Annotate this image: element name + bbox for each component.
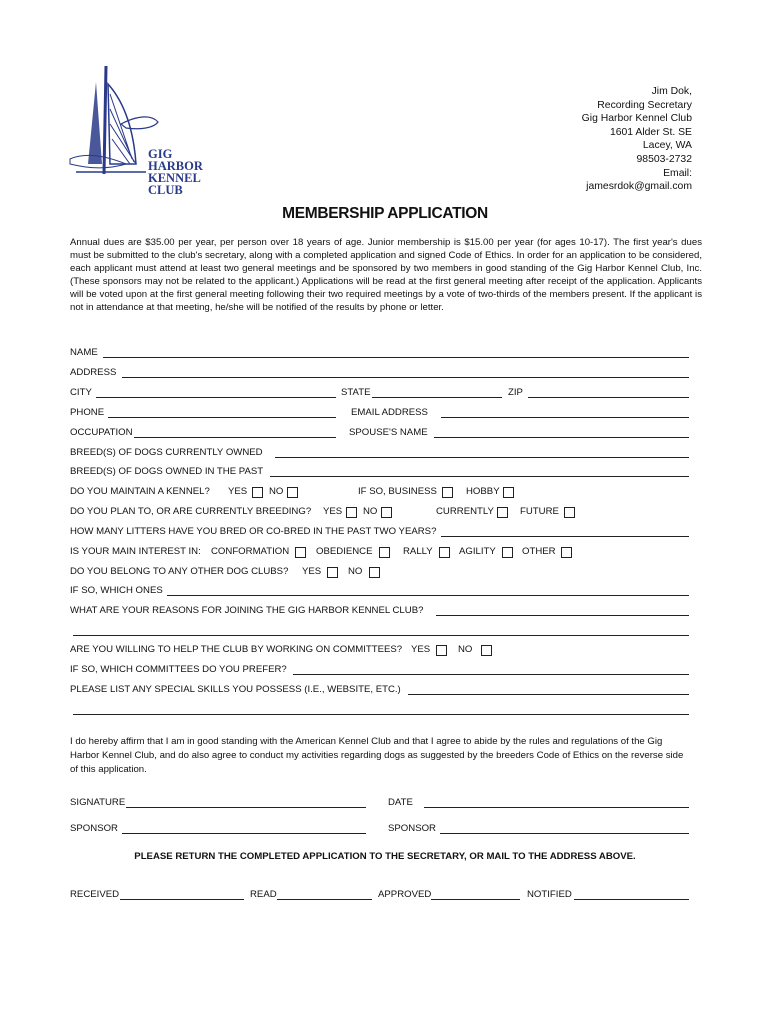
business-label: IF SO, BUSINESS xyxy=(358,486,437,497)
agility-label: AGILITY xyxy=(459,546,496,557)
logo-text-line2: HARBOR xyxy=(148,159,203,173)
address-line: Jim Dok, xyxy=(651,86,692,97)
address-line: Email: xyxy=(663,167,692,179)
agility-checkbox[interactable] xyxy=(502,547,513,558)
clubs-no-label: NO xyxy=(348,566,363,577)
city-label: CITY xyxy=(70,387,92,398)
breeds-owned-row xyxy=(70,446,690,460)
clubs-no-checkbox[interactable] xyxy=(369,567,380,578)
clubs-yes-checkbox[interactable] xyxy=(327,567,338,578)
skills-question: PLEASE LIST ANY SPECIAL SKILLS YOU POSSESS (I.E., WEBSITE, ETC.) xyxy=(70,684,401,695)
club-logo xyxy=(66,64,231,197)
read-label: READ xyxy=(250,889,277,900)
sponsor1-label: SPONSOR xyxy=(70,823,118,834)
approved-input[interactable] xyxy=(431,888,520,900)
address-line: 98503-2732 xyxy=(636,153,692,165)
currently-label: CURRENTLY xyxy=(436,506,494,517)
committees-no-checkbox[interactable] xyxy=(481,645,492,656)
breeding-no-label: NO xyxy=(363,506,378,517)
page-title: MEMBERSHIP APPLICATION xyxy=(282,205,488,222)
kennel-question: DO YOU MAINTAIN A KENNEL? xyxy=(70,486,210,497)
office-use-row xyxy=(70,888,690,902)
breeding-question: DO YOU PLAN TO, OR ARE CURRENTLY BREEDING? xyxy=(70,506,312,517)
committees-row xyxy=(70,643,690,657)
signature-input[interactable] xyxy=(126,796,366,808)
intro-paragraph: Annual dues are $35.00 per year, per person over 18 years of age. Junior membership is $15.00 per year (for ages 10-17). The first year's dues must be submitted to the club's secretary, along with a completed application and signed Code of Ethics. In order for an application to be considered, each applicant must attend at least two general meetings and be sponsored by two members in good standing of the Gig Harbor Kennel Club, Inc. (These sponsors may not be related to the applicant.) Applications will be read at the first general meeting after receipt of the application. Applicants will be voted upon at the first general meeting following their two required meetings by a vote of two-thirds of the members present. If the applicant is not in attendance at that meeting, he/she will be notified of the results by phone or letter. xyxy=(70,237,702,314)
kennel-no-checkbox[interactable] xyxy=(287,487,298,498)
committees-no-label: NO xyxy=(458,644,473,655)
breeds-owned-input[interactable] xyxy=(275,446,689,458)
affirmation-paragraph: I do hereby affirm that I am in good standing with the American Kennel Club and that I agree to abide by the rules and regulations of the Gig Harbor Kennel Club, and do also agree to conduct my activities regarding dogs as suggested by the breeders Code of Ethics on the reverse side of this application. xyxy=(70,736,684,775)
committees-question: ARE YOU WILLING TO HELP THE CLUB BY WORKING ON COMMITTEES? xyxy=(70,644,403,655)
secretary-address xyxy=(472,85,692,194)
occupation-input[interactable] xyxy=(134,426,336,438)
skills-extra-row xyxy=(70,703,690,717)
committees-yes-checkbox[interactable] xyxy=(436,645,447,656)
sponsor2-input[interactable] xyxy=(440,822,689,834)
litters-row xyxy=(70,525,690,539)
breeding-yes-label: YES xyxy=(323,506,343,517)
which-clubs-row xyxy=(70,584,690,598)
currently-checkbox[interactable] xyxy=(497,507,508,518)
notified-input[interactable] xyxy=(574,888,689,900)
which-clubs-input[interactable] xyxy=(167,584,689,596)
address-row xyxy=(70,366,690,380)
notified-label: NOTIFIED xyxy=(527,889,572,900)
reasons-input[interactable] xyxy=(436,604,689,616)
occupation-label: OCCUPATION xyxy=(70,427,133,438)
other-label: OTHER xyxy=(522,546,556,557)
conformation-label: CONFORMATION xyxy=(211,546,290,557)
breeding-yes-checkbox[interactable] xyxy=(346,507,357,518)
business-checkbox[interactable] xyxy=(442,487,453,498)
logo-text-line3: KENNEL CLUB xyxy=(148,171,201,197)
clubs-yes-label: YES xyxy=(302,566,322,577)
skills-input[interactable] xyxy=(408,683,689,695)
city-input[interactable] xyxy=(96,386,336,398)
sponsor1-input[interactable] xyxy=(122,822,366,834)
occupation-spouse-row xyxy=(70,426,690,440)
which-committees-row xyxy=(70,663,690,677)
kennel-yes-label: YES xyxy=(228,486,248,497)
name-row xyxy=(70,346,690,360)
spouse-label: SPOUSE'S NAME xyxy=(349,427,428,438)
hobby-label: HOBBY xyxy=(466,486,500,497)
email-input[interactable] xyxy=(441,406,689,418)
name-label: NAME xyxy=(70,347,98,358)
kennel-no-label: NO xyxy=(269,486,284,497)
breeding-row xyxy=(70,505,690,519)
address-line: Lacey, WA xyxy=(642,140,692,152)
which-committees-label: IF SO, WHICH COMMITTEES DO YOU PREFER? xyxy=(70,664,287,675)
reasons-extra-row xyxy=(70,624,690,638)
breeds-past-label: BREED(S) OF DOGS OWNED IN THE PAST xyxy=(70,466,264,477)
phone-label: PHONE xyxy=(70,407,105,418)
litters-question: HOW MANY LITTERS HAVE YOU BRED OR CO-BRED IN THE PAST TWO YEARS? xyxy=(70,526,437,537)
which-clubs-label: IF SO, WHICH ONES xyxy=(70,585,163,596)
address-line: Recording Secretary xyxy=(597,99,692,111)
breeds-owned-label: BREED(S) OF DOGS CURRENTLY OWNED xyxy=(70,447,263,458)
kennel-yes-checkbox[interactable] xyxy=(252,487,263,498)
reasons-row xyxy=(70,604,690,618)
breeds-past-row xyxy=(70,465,690,479)
litters-input[interactable] xyxy=(441,525,689,537)
signature-label: SIGNATURE xyxy=(70,797,126,808)
address-line: jamesrdok@gmail.com xyxy=(586,181,692,193)
future-label: FUTURE xyxy=(520,506,559,517)
phone-email-row xyxy=(70,406,690,420)
other-checkbox[interactable] xyxy=(561,547,572,558)
rally-label: RALLY xyxy=(403,546,433,557)
logo-text-line1: GIG xyxy=(148,147,173,161)
clubs-question: DO YOU BELONG TO ANY OTHER DOG CLUBS? xyxy=(70,566,289,577)
read-input[interactable] xyxy=(277,888,372,900)
state-input[interactable] xyxy=(372,386,502,398)
breeding-no-checkbox[interactable] xyxy=(381,507,392,518)
conformation-checkbox[interactable] xyxy=(295,547,306,558)
address-input[interactable] xyxy=(122,366,689,378)
sponsor2-label: SPONSOR xyxy=(388,823,436,834)
name-input[interactable] xyxy=(103,346,689,358)
skills-row xyxy=(70,683,690,697)
received-input[interactable] xyxy=(120,888,244,900)
hobby-checkbox[interactable] xyxy=(503,487,514,498)
phone-input[interactable] xyxy=(108,406,336,418)
address-line: 1601 Alder St. SE xyxy=(609,126,692,138)
date-label: DATE xyxy=(388,797,413,808)
zip-input[interactable] xyxy=(528,386,689,398)
approved-label: APPROVED xyxy=(378,889,432,900)
kennel-row xyxy=(70,485,690,499)
city-state-zip-row xyxy=(70,386,690,400)
spouse-input[interactable] xyxy=(434,426,689,438)
state-label: STATE xyxy=(341,387,371,398)
which-committees-input[interactable] xyxy=(293,663,689,675)
future-checkbox[interactable] xyxy=(564,507,575,518)
signature-row xyxy=(70,796,690,810)
received-label: RECEIVED xyxy=(70,889,120,900)
sponsor-row xyxy=(70,822,690,836)
email-label: EMAIL ADDRESS xyxy=(351,407,428,418)
date-input[interactable] xyxy=(424,796,689,808)
address-label: ADDRESS xyxy=(70,367,117,378)
interest-row xyxy=(70,545,690,559)
committees-yes-label: YES xyxy=(411,644,431,655)
obedience-checkbox[interactable] xyxy=(379,547,390,558)
breeds-past-input[interactable] xyxy=(270,465,689,477)
interest-question: IS YOUR MAIN INTEREST IN: xyxy=(70,546,201,557)
obedience-label: OBEDIENCE xyxy=(316,546,373,557)
skills-input-line2[interactable] xyxy=(73,703,689,715)
rally-checkbox[interactable] xyxy=(439,547,450,558)
address-line: Gig Harbor Kennel Club xyxy=(581,113,692,125)
reasons-question: WHAT ARE YOUR REASONS FOR JOINING THE GIG HARBOR KENNEL CLUB? xyxy=(70,605,424,616)
reasons-input-line2[interactable] xyxy=(73,624,689,636)
clubs-row xyxy=(70,565,690,579)
return-instructions: PLEASE RETURN THE COMPLETED APPLICATION TO THE SECRETARY, OR MAIL TO THE ADDRESS ABOVE. xyxy=(134,851,636,862)
zip-label: ZIP xyxy=(508,387,523,398)
